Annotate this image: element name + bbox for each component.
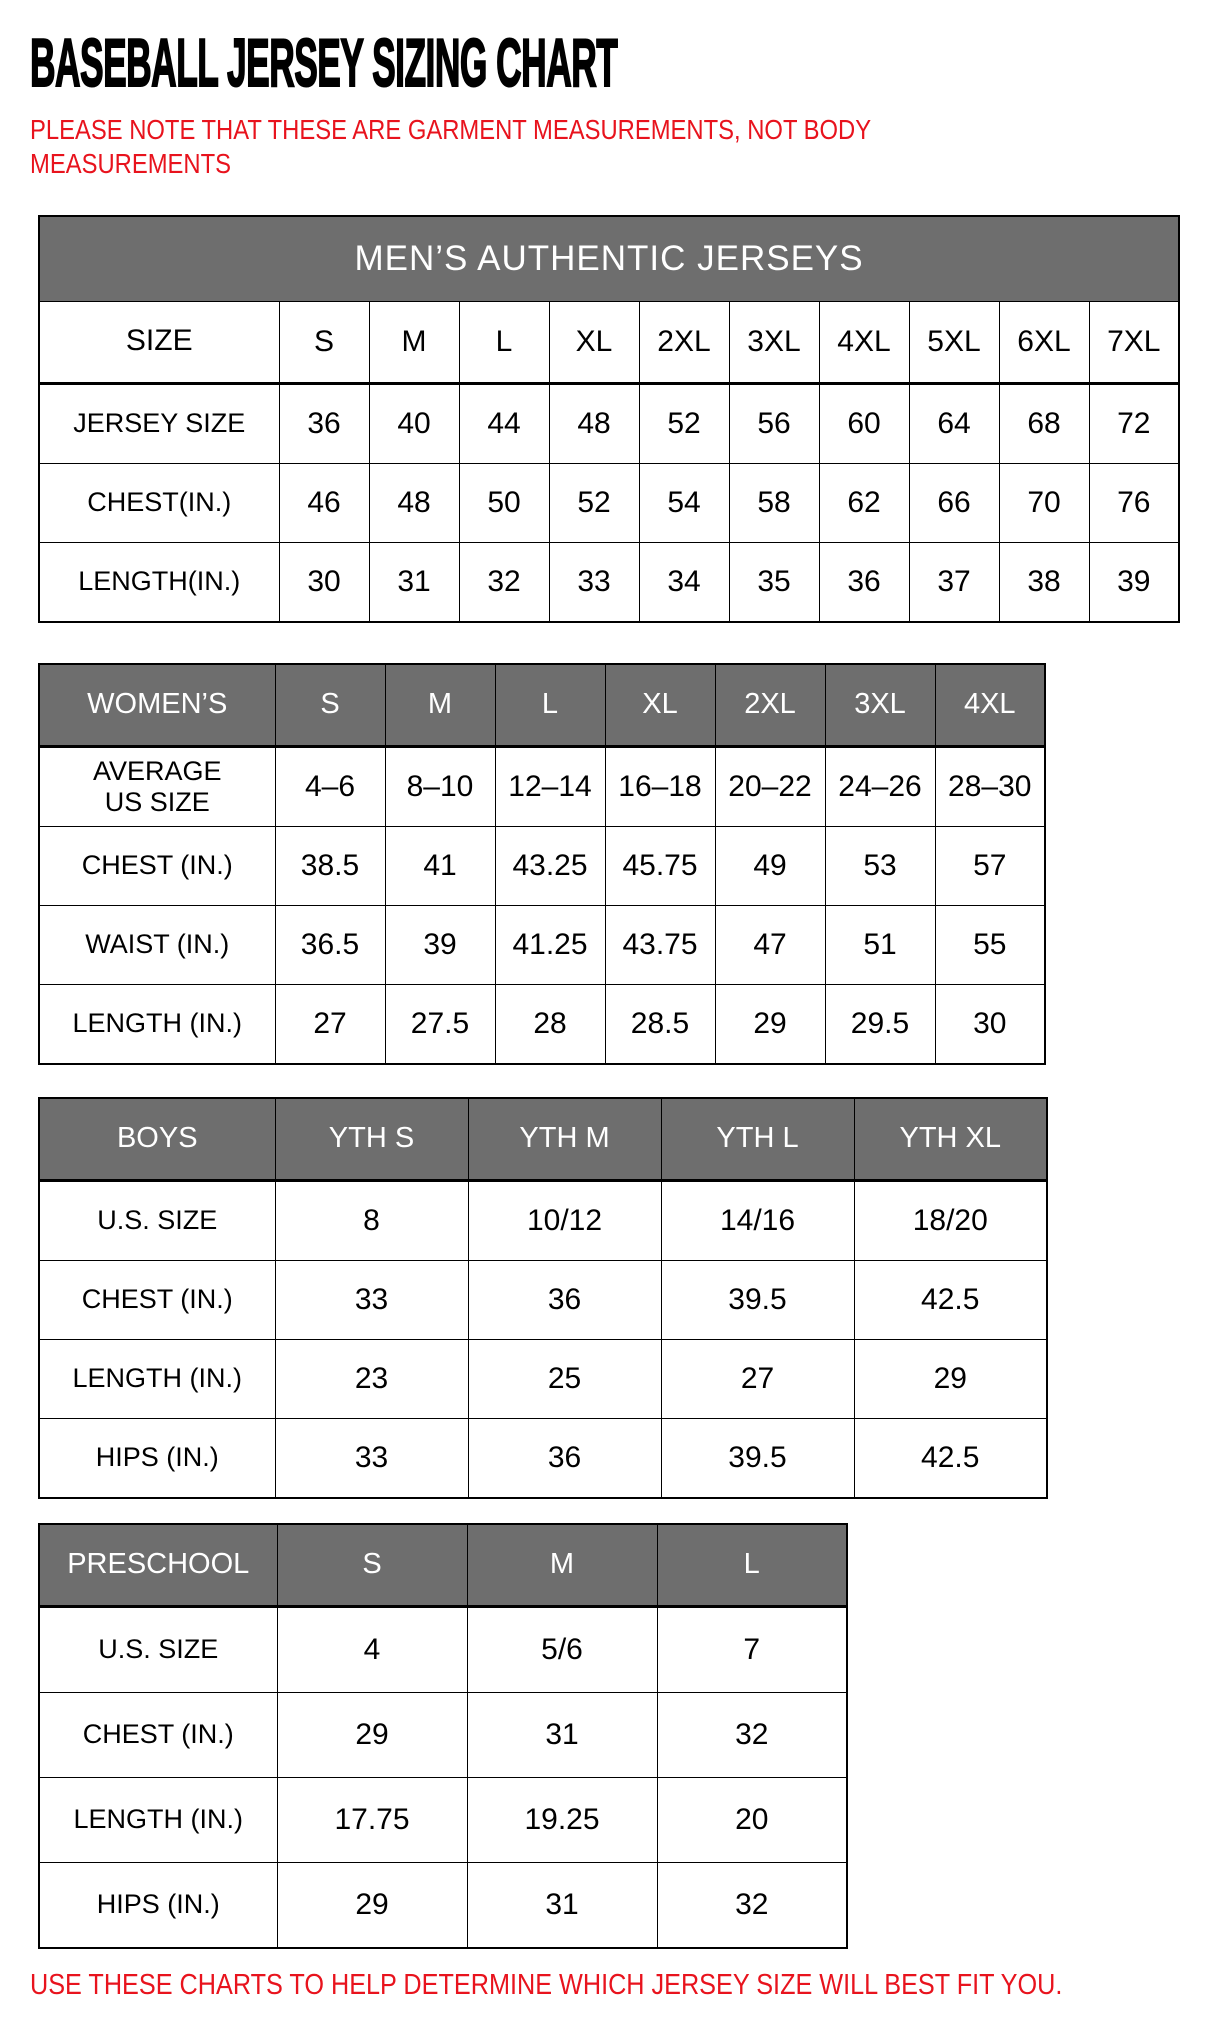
measurement-cell: 8–10 (385, 746, 495, 826)
row-label: LENGTH(IN.) (39, 542, 279, 622)
table-row (39, 383, 1179, 463)
size-column-header: M (467, 1524, 657, 1607)
measurement-cell: 7 (657, 1606, 847, 1692)
measurement-cell: 38 (999, 542, 1089, 622)
measurement-cell: 42.5 (854, 1418, 1047, 1498)
measurement-cell: 36.5 (275, 905, 385, 984)
measurement-cell: 32 (657, 1862, 847, 1948)
size-column-header: S (279, 301, 369, 383)
garment-measurements-note: PLEASE NOTE THAT THESE ARE GARMENT MEASUREMENTS, NOT BODY MEASUREMENTS (30, 114, 871, 179)
measurement-cell: 53 (825, 826, 935, 905)
page-title: BASEBALL JERSEY SIZING CHART (30, 25, 618, 101)
size-column-header: L (459, 301, 549, 383)
measurement-cell: 12–14 (495, 746, 605, 826)
measurement-cell: 43.25 (495, 826, 605, 905)
measurement-cell: 17.75 (277, 1777, 467, 1862)
measurement-cell: 43.75 (605, 905, 715, 984)
table-row (39, 905, 1045, 984)
womens-sizing-table (38, 663, 1046, 1065)
row-label-header: BOYS (39, 1098, 275, 1181)
table-banner: MEN’S AUTHENTIC JERSEYS (39, 216, 1179, 302)
row-label: WAIST (IN.) (39, 905, 275, 984)
measurement-cell: 36 (468, 1418, 661, 1498)
size-column-header: L (657, 1524, 847, 1607)
size-column-header: YTH M (468, 1098, 661, 1181)
measurement-cell: 29.5 (825, 984, 935, 1064)
measurement-cell: 44 (459, 383, 549, 463)
measurement-cell: 14/16 (661, 1180, 854, 1260)
size-column-header: YTH L (661, 1098, 854, 1181)
size-column-header: 3XL (729, 301, 819, 383)
measurement-cell: 64 (909, 383, 999, 463)
measurement-cell: 16–18 (605, 746, 715, 826)
measurement-cell: 25 (468, 1339, 661, 1418)
table-row (39, 1692, 847, 1777)
size-column-header: 3XL (825, 664, 935, 747)
measurement-cell: 48 (369, 463, 459, 542)
table-row (39, 1339, 1047, 1418)
row-label-header: PRESCHOOL (39, 1524, 277, 1607)
mens-sizing-table (38, 215, 1180, 623)
measurement-cell: 4 (277, 1606, 467, 1692)
row-label: LENGTH (IN.) (39, 984, 275, 1064)
table-row (39, 826, 1045, 905)
measurement-cell: 58 (729, 463, 819, 542)
measurement-cell: 72 (1089, 383, 1179, 463)
size-column-header: XL (549, 301, 639, 383)
measurement-cell: 28 (495, 984, 605, 1064)
measurement-cell: 32 (459, 542, 549, 622)
measurement-cell: 52 (549, 463, 639, 542)
size-column-header: 2XL (715, 664, 825, 747)
row-label: CHEST (IN.) (39, 1692, 277, 1777)
table-row (39, 1606, 847, 1692)
table-row (39, 1418, 1047, 1498)
measurement-cell: 38.5 (275, 826, 385, 905)
row-label-header: WOMEN’S (39, 664, 275, 747)
measurement-cell: 29 (277, 1862, 467, 1948)
size-column-header: S (277, 1524, 467, 1607)
measurement-cell: 54 (639, 463, 729, 542)
measurement-cell: 68 (999, 383, 1089, 463)
row-label: U.S. SIZE (39, 1606, 277, 1692)
row-label: CHEST (IN.) (39, 1260, 275, 1339)
measurement-cell: 40 (369, 383, 459, 463)
measurement-cell: 60 (819, 383, 909, 463)
row-label: LENGTH (IN.) (39, 1777, 277, 1862)
size-column-header: 4XL (819, 301, 909, 383)
table-row (39, 1260, 1047, 1339)
measurement-cell: 70 (999, 463, 1089, 542)
measurement-cell: 39.5 (661, 1418, 854, 1498)
table-row (39, 542, 1179, 622)
table-row (39, 1862, 847, 1948)
size-column-header: 4XL (935, 664, 1045, 747)
row-label: CHEST(IN.) (39, 463, 279, 542)
measurement-cell: 24–26 (825, 746, 935, 826)
measurement-cell: 28.5 (605, 984, 715, 1064)
measurement-cell: 28–30 (935, 746, 1045, 826)
measurement-cell: 62 (819, 463, 909, 542)
row-label-header: SIZE (39, 301, 279, 383)
fit-advice-note: USE THESE CHARTS TO HELP DETERMINE WHICH JERSEY SIZE WILL BEST FIT YOU. (30, 1968, 1063, 2001)
measurement-cell: 36 (468, 1260, 661, 1339)
boys-sizing-table (38, 1097, 1048, 1499)
measurement-cell: 66 (909, 463, 999, 542)
measurement-cell: 39 (1089, 542, 1179, 622)
measurement-cell: 20 (657, 1777, 847, 1862)
measurement-cell: 39.5 (661, 1260, 854, 1339)
size-column-header: XL (605, 664, 715, 747)
measurement-cell: 45.75 (605, 826, 715, 905)
size-column-header: YTH S (275, 1098, 468, 1181)
measurement-cell: 32 (657, 1692, 847, 1777)
size-column-header: S (275, 664, 385, 747)
measurement-cell: 50 (459, 463, 549, 542)
row-label: HIPS (IN.) (39, 1862, 277, 1948)
measurement-cell: 33 (275, 1260, 468, 1339)
measurement-cell: 36 (279, 383, 369, 463)
measurement-cell: 20–22 (715, 746, 825, 826)
measurement-cell: 52 (639, 383, 729, 463)
row-label: U.S. SIZE (39, 1180, 275, 1260)
measurement-cell: 5/6 (467, 1606, 657, 1692)
size-column-header: 5XL (909, 301, 999, 383)
measurement-cell: 46 (279, 463, 369, 542)
measurement-cell: 37 (909, 542, 999, 622)
measurement-cell: 29 (277, 1692, 467, 1777)
measurement-cell: 56 (729, 383, 819, 463)
measurement-cell: 49 (715, 826, 825, 905)
measurement-cell: 27 (275, 984, 385, 1064)
measurement-cell: 41 (385, 826, 495, 905)
row-label: HIPS (IN.) (39, 1418, 275, 1498)
row-label: JERSEY SIZE (39, 383, 279, 463)
size-column-header: L (495, 664, 605, 747)
size-column-header: 6XL (999, 301, 1089, 383)
measurement-cell: 31 (369, 542, 459, 622)
measurement-cell: 27 (661, 1339, 854, 1418)
measurement-cell: 47 (715, 905, 825, 984)
measurement-cell: 30 (935, 984, 1045, 1064)
size-column-header: 2XL (639, 301, 729, 383)
measurement-cell: 19.25 (467, 1777, 657, 1862)
measurement-cell: 18/20 (854, 1180, 1047, 1260)
table-row (39, 984, 1045, 1064)
measurement-cell: 35 (729, 542, 819, 622)
measurement-cell: 8 (275, 1180, 468, 1260)
row-label: CHEST (IN.) (39, 826, 275, 905)
measurement-cell: 39 (385, 905, 495, 984)
measurement-cell: 33 (275, 1418, 468, 1498)
measurement-cell: 57 (935, 826, 1045, 905)
table-row (39, 1180, 1047, 1260)
measurement-cell: 31 (467, 1692, 657, 1777)
row-label: LENGTH (IN.) (39, 1339, 275, 1418)
measurement-cell: 29 (854, 1339, 1047, 1418)
measurement-cell: 55 (935, 905, 1045, 984)
measurement-cell: 51 (825, 905, 935, 984)
measurement-cell: 48 (549, 383, 639, 463)
preschool-sizing-table (38, 1523, 848, 1949)
row-label: AVERAGE US SIZE (39, 746, 275, 826)
measurement-cell: 33 (549, 542, 639, 622)
measurement-cell: 36 (819, 542, 909, 622)
measurement-cell: 4–6 (275, 746, 385, 826)
size-column-header: M (369, 301, 459, 383)
measurement-cell: 34 (639, 542, 729, 622)
table-row (39, 746, 1045, 826)
measurement-cell: 27.5 (385, 984, 495, 1064)
size-column-header: 7XL (1089, 301, 1179, 383)
size-column-header: YTH XL (854, 1098, 1047, 1181)
measurement-cell: 23 (275, 1339, 468, 1418)
measurement-cell: 10/12 (468, 1180, 661, 1260)
table-row (39, 1777, 847, 1862)
measurement-cell: 30 (279, 542, 369, 622)
measurement-cell: 76 (1089, 463, 1179, 542)
measurement-cell: 41.25 (495, 905, 605, 984)
measurement-cell: 29 (715, 984, 825, 1064)
size-column-header: M (385, 664, 495, 747)
measurement-cell: 42.5 (854, 1260, 1047, 1339)
table-row (39, 463, 1179, 542)
measurement-cell: 31 (467, 1862, 657, 1948)
